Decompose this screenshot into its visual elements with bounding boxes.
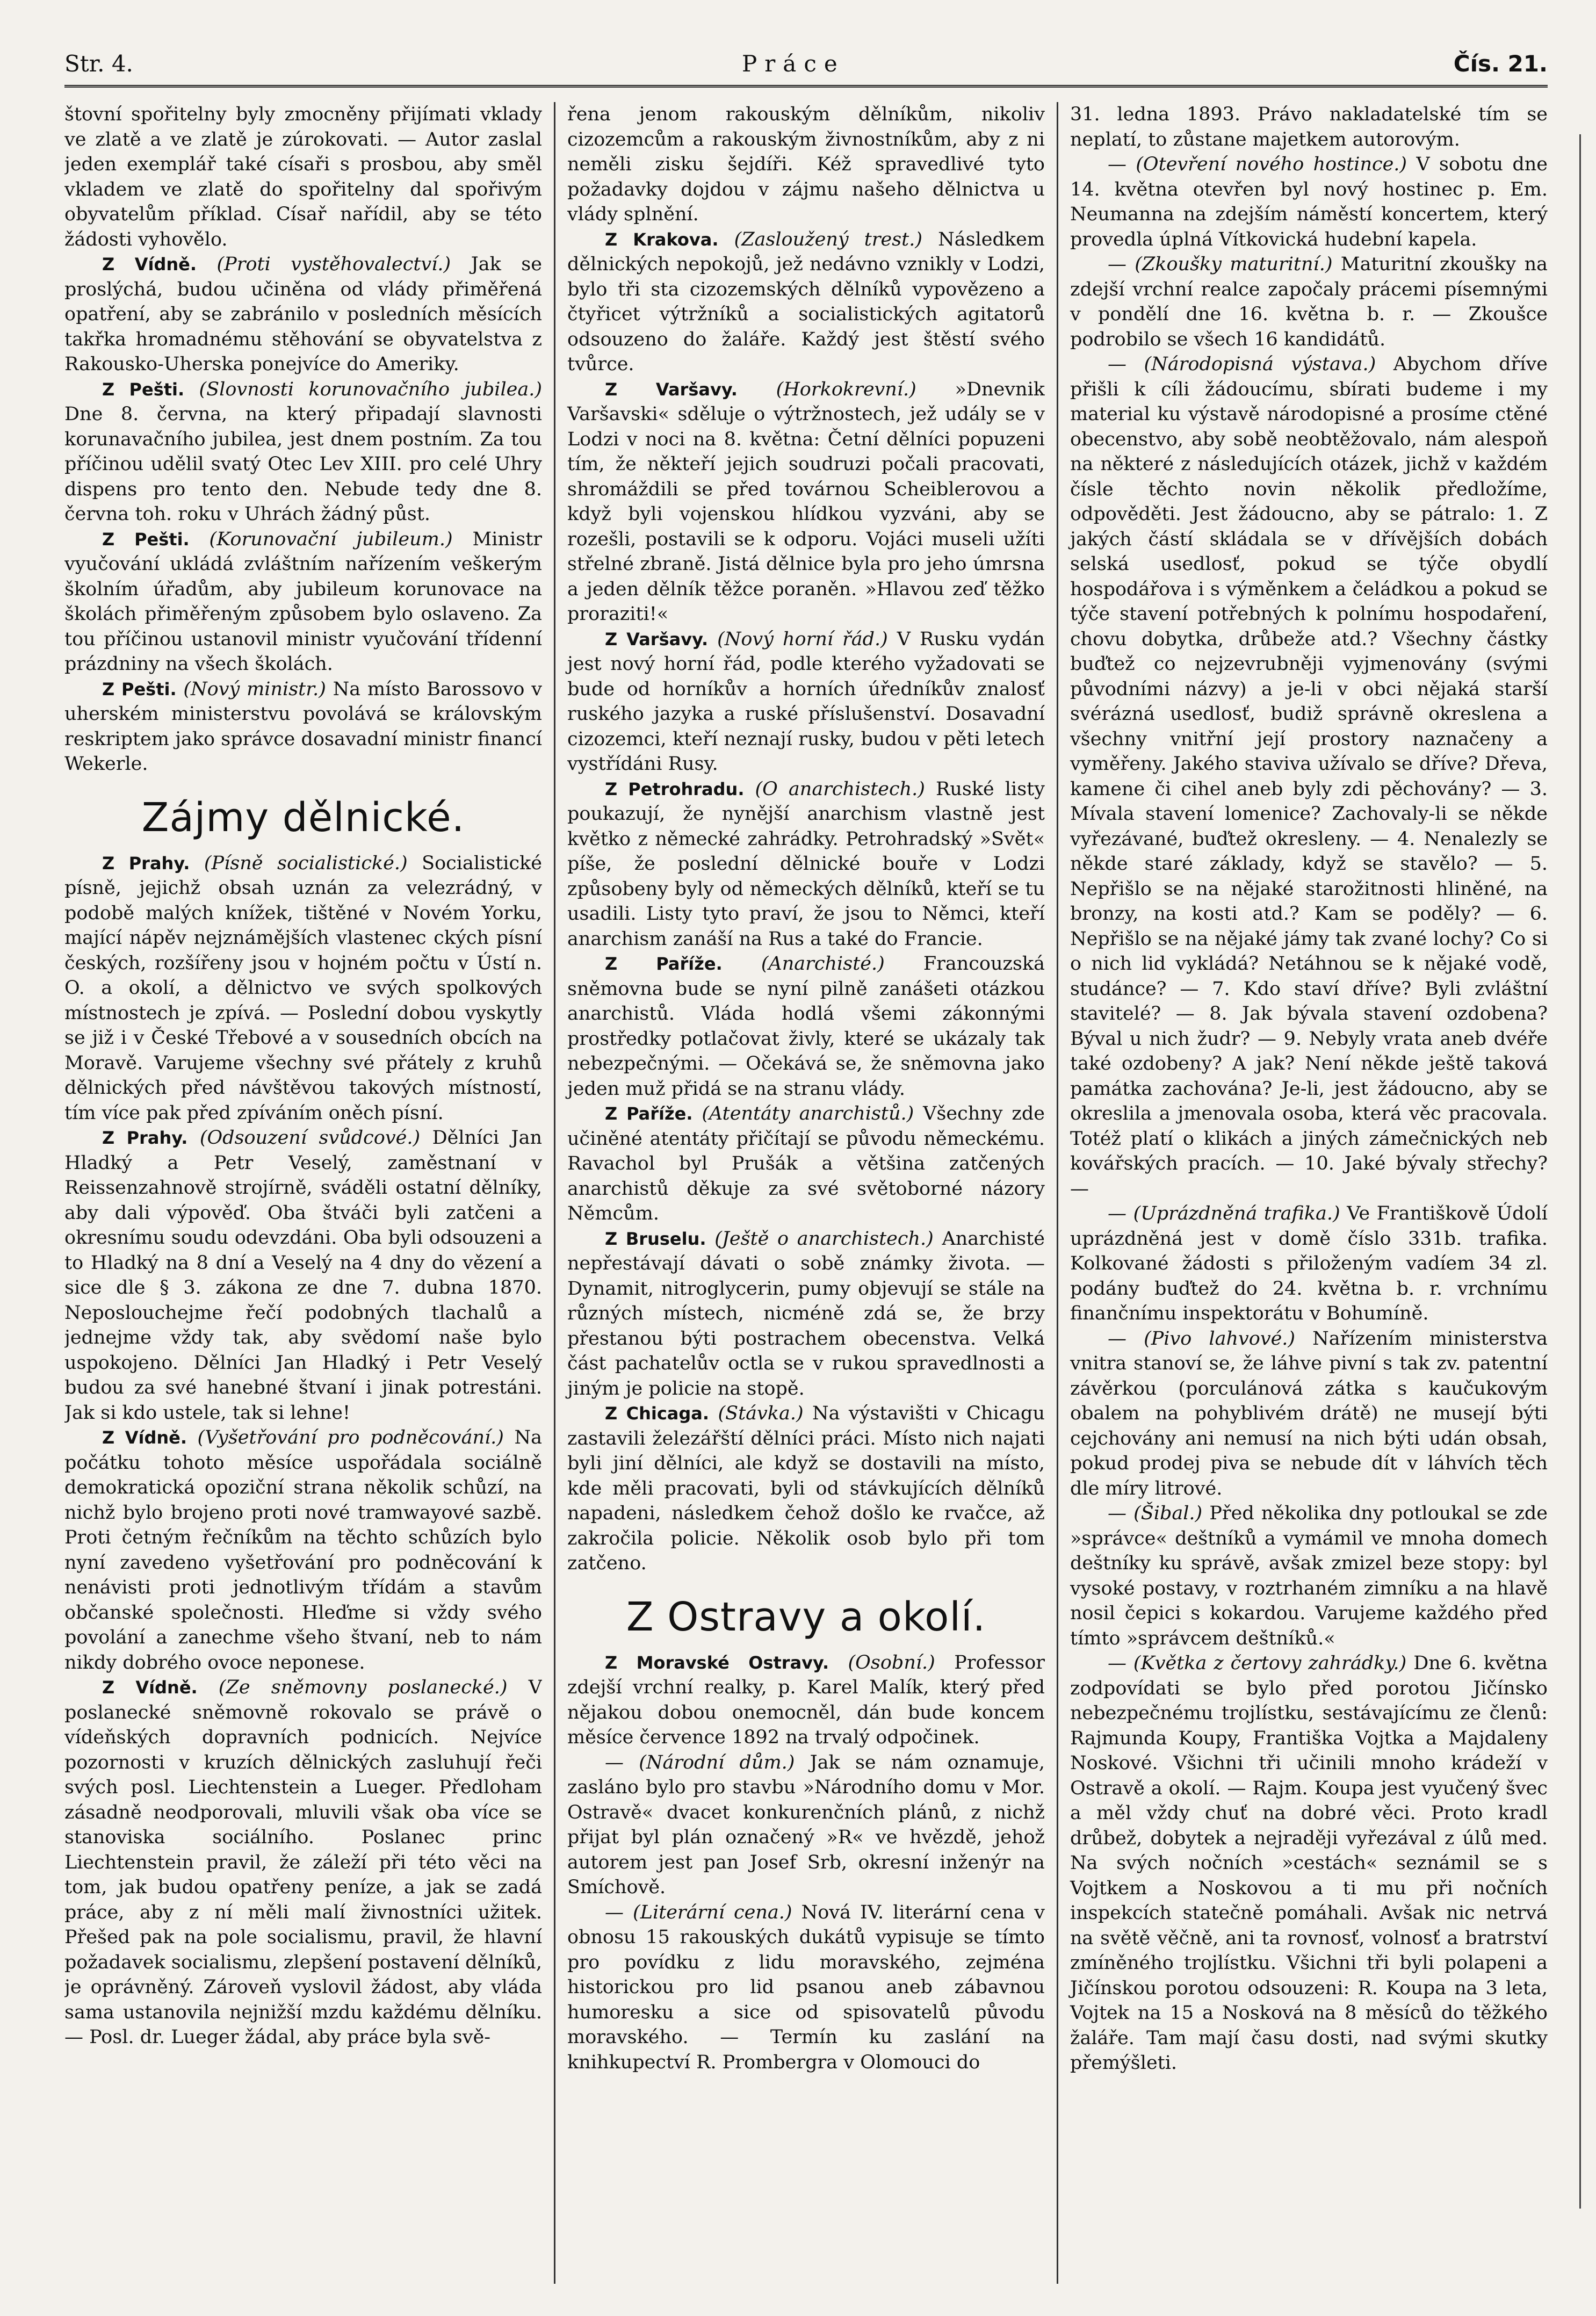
news-item — [567, 377, 1045, 627]
page-header — [64, 42, 1548, 88]
item-topic: (Horkokrevní.) — [776, 378, 916, 400]
item-place: Z Prahy. — [102, 853, 190, 874]
news-item — [1070, 1201, 1548, 1326]
news-item — [64, 252, 542, 377]
item-place: Z Vídně. — [102, 1677, 198, 1698]
item-text: V sobotu dne 14. května otevřen byl nový hostinec p. Em. Neumanna na zdejším náměstí koncertem, který provedla úplná Vítkovická hudební kapela. — [1070, 154, 1548, 250]
news-item — [567, 1401, 1045, 1576]
column-1 — [64, 102, 542, 2284]
item-topic: (Zasloužený trest.) — [734, 228, 923, 250]
news-item — [64, 1675, 542, 2050]
page-number: Str. 4. — [64, 50, 133, 77]
item-topic: (Písně socialistické.) — [204, 852, 408, 874]
adjacent-page-edge — [1579, 134, 1586, 2209]
item-text: »Dnevnik Varšavski« sděluje o výtržnostech, jež udály se v Lodzi v noci na 8. května: Četní dělníci popuzeni tím, že někteří jejich soudruzi počali pracovati, shromáždili se před továrnou Scheiblerovou a když byli vojenskou hlídkou vyzváni, aby se rozešli, postavili se k odporu. Vojáci museli užíti střelné zbraně. Jistá dělnice byla pro jeho úmrsna a jeden dělník těžce poraněn. »Hlavou zeď těžko proraziti!« — [567, 378, 1045, 625]
news-item — [1070, 1326, 1548, 1502]
item-topic: — (Šibal.) — [1108, 1503, 1203, 1524]
news-item — [567, 777, 1045, 952]
news-item — [64, 677, 542, 777]
item-topic: — (Literární cena.) — [605, 1901, 792, 1923]
item-text: Všechny zde učiněné atentáty přičítají se původu německému. Ravachol byl Prušák a většina zatčených anarchistů děkuje za své světoborné názory Němcům. — [567, 1103, 1045, 1224]
item-topic: (Nový horní řád.) — [717, 628, 888, 650]
item-text: V Rusku vydán jest nový horní řád, podle kterého vyžadovati se bude od horníkův a horních úředníkův znalosť ruského jazyka a ruské příslušenství. Dosavadní cizozemci, kteří neznají rusky, budou v pěti letech vystřídáni Rusy. — [567, 628, 1045, 775]
item-place: Z Paříže. — [605, 954, 723, 974]
item-text: Jak se nám oznamuje, zasláno bylo pro stavbu »Národního domu v Mor. Ostravě« dvacet konkurenčních plánů, z nichž přijat byl plán označený »R« ve hvězdě, jehož autorem jest pan Josef Srb, okresní inženýr na Smíchově. — [567, 1751, 1045, 1898]
column-2 — [554, 102, 1045, 2284]
item-topic: — (Pivo lahvové.) — [1108, 1327, 1296, 1350]
item-text: Socialistické písně, jejichž obsah uznán za velezrádný, v podobě malých knížek, tištěné v Novém Yorku, mající nápěv nejznámějších vlastenec ckých písní českých, rozšířeny jsou v hojném počtu v Ústí n. O. a okolí, a dělnictvo ve svých spolkových místnostech je zpívá. — Poslední dobou vyskytly se již i v České Třebové a v sousedních obcích na Moravě. Varujeme všechny své přátely z kruhů dělnických před návštěvou takových místností, tím více pak před zpíváním oněch písní. — [64, 852, 542, 1124]
item-text: Na počátku tohoto měsíce uspořádala sociálně demokratická opoziční strana několik schůzí, na nichž bylo brojeno proti nové tramwayové sazbě. Proti četným řečníkům na těchto schůzích bylo nyní zavedeno vyšetřování pro podněcování k nenávisti proti jednotlivým třídám a stavům občanské společnosti. Hleďme si vždy svého povolání a zanechme všeho štvaní, neb to nám nikdy dobrého ovoce neponese. — [64, 1427, 542, 1673]
item-topic: (Vyšetřování pro podněcování.) — [197, 1427, 504, 1448]
news-item — [567, 1101, 1045, 1226]
item-topic: (Nový ministr.) — [183, 678, 326, 700]
item-topic: (Odsouzení svůdcové.) — [199, 1127, 421, 1149]
item-place: Z Krakova. — [605, 229, 719, 250]
masthead-title: Práce — [741, 50, 845, 77]
item-text: Dne 8. června, na který připadají slavnosti korunavačního jubilea, jest dnem postním. Za tou příčinou udělil svatý Otec Lev XIII. pro celé Uhry dispens pro tento den. Nebude tedy dne 8. června toh. roku v Uhrách žádný půst. — [64, 403, 542, 525]
item-place: Z Vídně. — [102, 1427, 187, 1448]
item-topic: (Atentáty anarchistů.) — [702, 1103, 914, 1124]
item-place: Z Varšavy. — [605, 629, 709, 650]
item-topic: (Ze sněmovny poslanecké.) — [218, 1677, 508, 1698]
item-text: Anarchisté nepřestávají dávati o sobě známky života. — Dynamit, nitroglycerin, pumy objevují se stále na různých místech, nicméně zdá se, že brzy přestanou býti postrachem obecenstva. Velká část pachatelův octla se v rukou spravedlnosti a jiným je policie na stopě. — [567, 1228, 1045, 1399]
news-item — [1070, 152, 1548, 252]
item-text: Francouzská sněmovna bude se nyní pilně zanášeti otázkou anarchistů. Vláda hodlá všemi zákonnými prostředky potlačovat živly, které se ukázaly tak nebezpečnými. — Očekává se, že sněmovna jako jeden muž přidá se na stranu vlády. — [567, 953, 1045, 1100]
item-text: Následkem dělnických nepokojů, jež nedávno vznikly v Lodzi, bylo tři sta cizozemských dělníků vypovězeno a čtyřicet výtržníků a socialistických agitatorů odsouzeno do žaláře. Každý jest štěstí svého tvůrce. — [567, 228, 1045, 375]
item-place: Z Chicaga. — [605, 1403, 710, 1424]
item-topic: (O anarchistech.) — [755, 778, 925, 800]
news-item — [1070, 1651, 1548, 2076]
item-text: Na místo Barossovo v uherském ministerstvu povolává se královským reskriptem jako správce dosavadní ministr financí Wekerle. — [64, 678, 542, 775]
item-topic: — (Zkoušky maturitní.) — [1108, 254, 1333, 275]
item-text: Na výstavišti v Chicagu zastavili železářští dělníci práci. Místo nich najati byli jiní dělníci, ale když se dostavili na místo, kde měli pracovati, byli od stávkujících dělníků napadeni, následkem čehož došlo ke rvačce, až zakročila policie. Několik osob bylo při tom zatčeno. — [567, 1403, 1045, 1574]
item-topic: (Osobní.) — [848, 1651, 935, 1673]
item-text: Professor zdejší vrchní realky, p. Karel Malík, který před nějakou dobou onemocněl, dán bude koncem měsíce července 1892 na trvalý odpočinek. — [567, 1651, 1045, 1748]
news-item — [567, 227, 1045, 377]
section-heading-workers: Zájmy dělnické. — [141, 794, 465, 841]
news-item — [1070, 352, 1548, 1201]
item-topic: (Slovnosti korunovačního jubilea.) — [199, 378, 542, 400]
news-item — [64, 1125, 542, 1425]
item-topic: — (Národopisná výstava.) — [1108, 353, 1376, 375]
item-place: Z Petrohradu. — [605, 778, 745, 799]
item-text: Před několika dny potloukal se zde »správce« deštníků a vymámil ve mnoha domech deštníky ku správě, avšak zmizel beze stopy: byl vysoké postavy, v roztrhaném zimníku a na hlavě nosil čepici s kokardou. Varujeme každého před tímto »správcem deštníků.« — [1070, 1503, 1548, 1649]
news-item — [567, 627, 1045, 777]
item-text: Dne 6. května zodpovídati se bylo před porotou Jičínsko nebezpečnému trojlístku, sestávajícímu ze členů: Rajmunda Koupy, Františka Vojtka a Majdaleny Noskové. Všichni tři učinili mnoho krádeží v Ostravě a okolí. — Rajm. Koupa jest vyučený švec a měl vždy chuť na dobré věci. Proto kradl drůbež, dobytek a nejraději vyřezával z úlů med. Na svých nočních »cestách« seznámil se s Vojtkem a Noskovou a ti mu při nočních inspekcích statečně pomáhali. Avšak nic netrvá na světě věčně, ani ta rovnosť, volnosť a bratrství zmíněného trojlístku. Všichni tři byli polapeni a Jičínskou porotou odsouzeni: R. Koupa na 3 leta, Vojtek na 15 a Nosková na 8 měsíců do těžkého žaláře. Tam mají času dosti, nad svými skutky přemýšleti. — [1070, 1653, 1548, 2074]
item-place: Z Bruselu. — [605, 1228, 706, 1249]
item-place: Z Vídně. — [102, 254, 197, 275]
col2-intro: řena jenom rakouským dělníkům, nikoliv cizozemcům a rakouským živnostníkům, aby z ni neměli zisku šejdíři. Kéž spravedlivé tyto požadavky dojdou v zájmu našeho dělnictva u vlády splnění. — [567, 104, 1045, 225]
item-text: Jak se proslýchá, budou učiněna od vlády přiměřená opatření, aby se zabránilo v posledních měsících takřka hromadnému stěhování se obyvatelstva z Rakousko-Uherska ponejvíce do Ameriky. — [64, 254, 542, 375]
news-item — [567, 951, 1045, 1101]
news-item — [567, 1750, 1045, 1900]
item-topic: — (Národní dům.) — [605, 1751, 795, 1773]
col3-intro: 31. ledna 1893. Právo nakladatelské tím se neplatí, to zůstane majetkem autorovým. — [1070, 104, 1548, 150]
news-item — [567, 1226, 1045, 1402]
item-place: Z Paříže. — [605, 1103, 693, 1124]
item-text: Dělníci Jan Hladký a Petr Veselý, zaměstnaní v Reissenzahnově strojírně, sváděli ostatní dělníky, aby dali výpověď. Oba štváči byli zatčeni a okresnímu soudu odevzdáni. Oba byli odsouzeni a to Hladký na 8 dní a Veselý na 4 dny do vězení a sice dle § 3. zákona ze dne 7. dubna 1870. Neposlouchejme řečí podobných tlachalů a jednejme vždy tak, aby svědomí naše bylo uspokojeno. Dělníci Jan Hladký i Petr Veselý budou za své hanebné štvaní i jinak potrestáni. Jak si kdo ustele, tak si lehne! — [64, 1127, 542, 1424]
item-text: Nařízením ministerstva vnitra stanoví se, že láhve pivní s tak zv. patentní závěrkou (porculánová zátka s kaučukovým obalem na pohyblivém drátě) ne musejí býti cejchovány ani nemusí na nich býti udán obsah, pokud prodej piva se nebude dít v láhvích těch dle míry litrové. — [1070, 1327, 1548, 1499]
item-topic: (Proti vystěhovalectví.) — [216, 254, 451, 275]
item-topic: (Stávka.) — [718, 1403, 804, 1424]
news-item — [64, 527, 542, 677]
news-item — [1070, 252, 1548, 352]
item-place: Z Prahy. — [102, 1128, 188, 1148]
item-topic: (Anarchisté.) — [761, 953, 885, 975]
news-item — [64, 851, 542, 1126]
news-item — [1070, 1501, 1548, 1651]
item-text: Ve Františkově Údolí uprázdněná jest v domě číslo 331b. trafika. Kolkované žádosti s přiloženým vadíem 34 zl. podány buďtež do 24. května b. r. vrchnímu finančnímu inspektorátu v Bohumíně. — [1070, 1203, 1548, 1324]
item-text: Maturitní zkoušky na zdejší vrchní realce započaly prácemi písemnými v pondělí dne 16. května b. r. — Zkoušce podrobilo se všech 16 kandidátů. — [1070, 254, 1548, 350]
item-place: Z Pešti. — [102, 529, 190, 550]
item-topic: — (Uprázdněná trafika.) — [1108, 1203, 1340, 1224]
col1-intro: štovní spořitelny byly zmocněny přijímati vklady ve zlatě a ve zlatě je zúrokovati. — Autor zaslal jeden exemplář také císaři s prosbou, aby směl vkladem ve zlatě do spořitelny dal spořivým obyvatelům příklad. Císař nařídil, aby se této žádosti vyhovělo. — [64, 104, 542, 250]
item-topic: — (Květka z čertovy zahrádky.) — [1108, 1653, 1407, 1674]
news-item — [64, 1425, 542, 1675]
columns — [64, 102, 1548, 2284]
item-topic: (Ještě o anarchistech.) — [714, 1228, 934, 1250]
news-item — [567, 1900, 1045, 2075]
item-place: Z Moravské Ostravy. — [605, 1652, 829, 1673]
item-place: Z Varšavy. — [605, 379, 738, 400]
item-place: Z Pešti. — [102, 679, 177, 699]
item-text: Ministr vyučování ukládá zvláštním nařízením veškerým školním úřadům, aby jubileum korunovace na školách přiměřeným způsobem bylo oslaveno. Za tou příčinou ustanovil ministr vyučování třídenní prázdniny na všech školách. — [64, 528, 542, 675]
item-text: Ruské listy poukazují, že nynější anarchism vlastně jest květko z německé zahrádky. Petrohradský »Svět« píše, že poslední dělnické bouře v Lodzi způsobeny byly od německých dělníků, kteří se tu usadili. Listy tyto praví, že jsou to Němci, kteří anarchism zanáší na Rus a také do Francie. — [567, 778, 1045, 950]
item-place: Z Pešti. — [102, 379, 185, 400]
column-3 — [1057, 102, 1548, 2284]
issue-number: Čís. 21. — [1453, 50, 1548, 77]
item-text: Abychom dříve přišli k cíli žádoucímu, sbírati budeme i my material ku výstavě národopisné a prosíme ctěné obecenstvo, aby sobě neobtěžovalo, nám alespoň na některé z následujících otázek, jichž v každém čísle těchto novin několik předložíme, odpověděti. Jest žádoucno, aby se pátralo: 1. Z jakých částí skládala se v dřívějších dobách selská usedlosť, pokud se týče obydlí hospodářova i s výměnkem a čeládkou a pokud se týče stavení potřebných k polnímu hospodaření, chovu dobytka, drůbeže atd.? Všechny částky buďtež co nejzevrubněji vyjmenovány (svými původními názvy) a je-li v obci nějaká starší svérázná usedlosť, budiž správně okreslena a všechny vnitřní její prostory naznačeny a vyměřeny. Jakého staviva užívalo se dříve? Dřeva, kamene či cihel aneb byly zdi pěchovány? — 3. Mívala stavení lomenice? Zachovaly-li se někde vyřezávané, buďtež okresleny. — 4. Nenalezly se někde staré základy, když se stavělo? — 5. Nepřišlo se na nějaké starožitnosti hliněné, na bronzy, na kosti atd.? Kam se poděly? — 6. Nepřišlo se na nějaké jámy tak zvané lochy? Co si o nich lid vykládá? Netáhnou se k nějaké vodě, studánce? — 7. Kdo staví dříve? Byli zvláštní stavitelé? — 8. Jak bývala stavení ozdobena? Býval u nich žudr? — 9. Nebyly vrata aneb dvéře také ozdobeny? A jak? Není někde ještě taková památka zachována? Je-li, jest žádoucno, aby se okreslila a jmenovala osoba, která věc pracovala. Totéž platí o klikách a jiných zámečnických neb kovářských pracích. — 10. Jaké bývaly střechy? — — [1070, 353, 1548, 1200]
item-topic: — (Otevření nového hostince.) — [1108, 154, 1407, 175]
news-item — [64, 377, 542, 527]
news-item — [567, 1650, 1045, 1750]
item-text: V poslanecké sněmovně rokovalo se právě o vídeňských dopravních podnicích. Nejvíce pozornosti v kruzích dělnických zasluhují řeči svých posl. Liechtenstein a Lueger. Předloham zásadně neodporovali, mluvili však oba více se stanoviska sociálního. Poslanec princ Liechtenstein pravil, že záleží při této věci na tom, jak budou opatřeny peníze, a jak se zadá práce, aby z ní měli malí živnostníci užitek. Přešed pak na pole socialismu, pravil, že hlavní požadavek socialismu, zlepšení postavení dělníků, je oprávněný. Zároveň vyslovil žádost, aby vláda sama ustanovila nejnižší mzdu každému dělníku. — Posl. dr. Lueger žádal, aby práce byla svě- — [64, 1677, 542, 2048]
item-text: Nová IV. literární cena v obnosu 15 rakouských dukátů vypisuje se tímto pro povídku z lidu moravského, zejména historickou pro lid psanou aneb zábavnou humoresku a sice od spisovatelů původu moravského. — Termín ku zaslání na knihkupectví R. Prombergra v Olomouci do — [567, 1901, 1045, 2073]
item-topic: (Korunovační jubileum.) — [209, 528, 453, 550]
section-heading-ostrava: Z Ostravy a okolí. — [626, 1593, 986, 1640]
